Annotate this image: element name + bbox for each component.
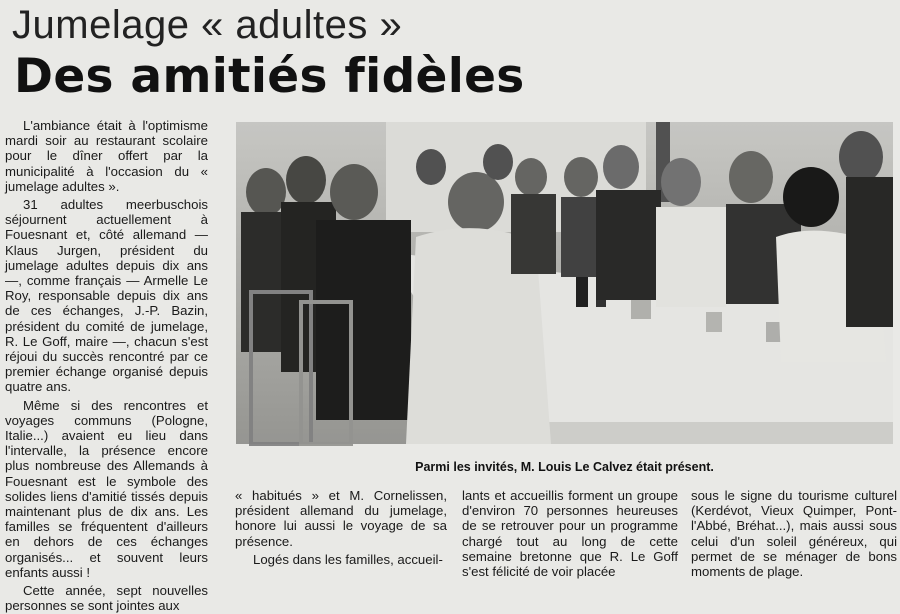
paragraph: L'ambiance était à l'optimisme mardi soir au restaurant scolaire pour le dîner offert par la municipalité à l'occasion du « jumelage adultes ». <box>5 118 208 194</box>
headline: Des amitiés fidèles <box>14 49 525 104</box>
photo-caption: Parmi les invités, M. Louis Le Calvez était présent. <box>415 460 714 474</box>
article-column-1 <box>5 118 208 614</box>
dinner-photo-illustration <box>236 122 893 444</box>
article-column-4 <box>691 488 897 581</box>
kicker: Jumelage « adultes » <box>12 3 403 47</box>
dinner-photo <box>236 122 893 444</box>
paragraph: Cette année, sept nouvelles personnes se sont jointes aux <box>5 583 208 614</box>
paragraph: 31 adultes meerbuschois séjournent actuellement à Fouesnant et, côté allemand — Klaus Jurgen, président du jumelage adultes depuis dix ans —, comme français — Armelle Le Roy, responsable depuis dix ans de ces échanges, J.-P. Bazin, président du comité de jumelage, R. Le Goff, maire —, chacun s'est réjoui du succès rencontré par ce premier échange organisé depuis quatre ans. <box>5 197 208 395</box>
article-column-2 <box>235 488 447 581</box>
paragraph: Logés dans les familles, accueil- <box>253 551 443 567</box>
paragraph: Même si des rencontres et voyages communs (Pologne, Italie...) avaient eu lieu dans l'intervalle, la présence encore plus nombreuse des Allemands à Fouesnant est le symbole des solides liens d'amitié tissés depuis maintenant plus de dix ans. Les familles se fréquentent d'ailleurs en dehors de ces échanges organisés... et souvent leurs enfants aussi ! <box>5 397 208 580</box>
paragraph: « habitués » et M. Cornelissen, président allemand du jumelage, honore lui aussi le voyage de sa présence. <box>235 488 447 549</box>
paragraph: sous le signe du tourisme culturel (Kerdévot, Vieux Quimper, Pont-l'Abbé, Bréhat...), mais aussi sous celui d'un soleil généreux, qui permet de se ménager de bons moments de plage. <box>691 488 897 580</box>
article-column-3 <box>462 488 678 581</box>
paragraph: lants et accueillis forment un groupe d'environ 70 personnes heureuses de se retrouver pour un programme chargé tout au long de cette semaine bretonne que R. Le Goff s'est félicité de voir placée <box>462 488 678 580</box>
